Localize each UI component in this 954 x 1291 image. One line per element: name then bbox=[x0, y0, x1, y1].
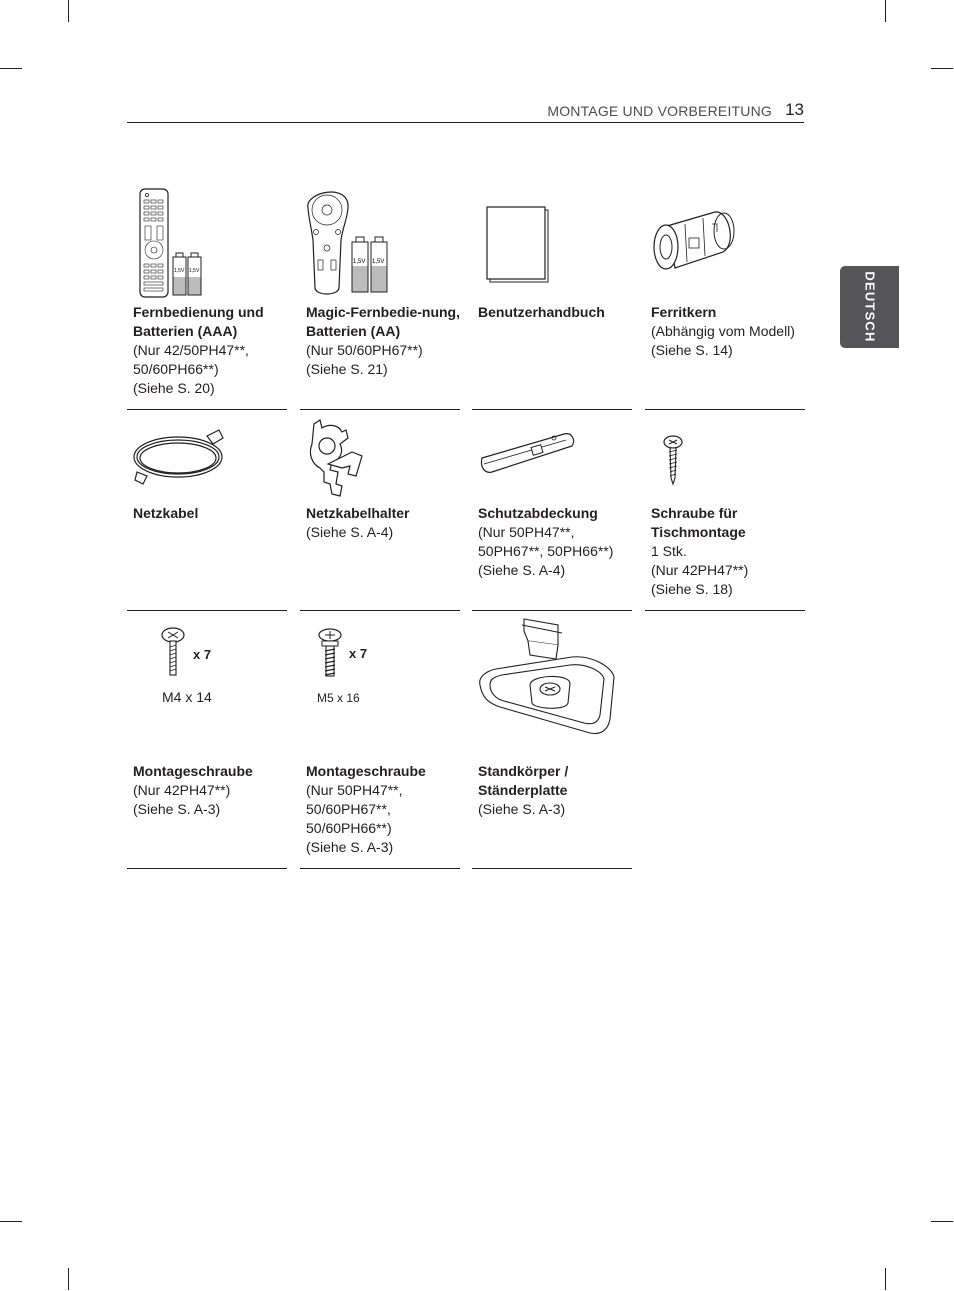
item-note: (Siehe S. A-4) bbox=[306, 524, 394, 540]
crop-mark bbox=[0, 1221, 22, 1222]
item-note: 50PH67**, 50PH66**) bbox=[478, 543, 614, 559]
item-title: Ferritkern bbox=[651, 304, 717, 320]
crop-mark bbox=[68, 0, 69, 22]
item-title: Ständerplatte bbox=[478, 782, 568, 798]
item-note: (Siehe S. 14) bbox=[651, 342, 733, 358]
item-note: (Nur 42PH47**) bbox=[651, 562, 749, 578]
item-note: (Siehe S. A-3) bbox=[478, 801, 566, 817]
mounting-screw-icon bbox=[127, 611, 207, 681]
item-stand bbox=[472, 611, 632, 869]
crop-mark bbox=[68, 1268, 69, 1290]
item-title: Netzkabel bbox=[133, 505, 199, 521]
quantity-label: x 7 bbox=[193, 647, 212, 662]
battery-label: 1,5V bbox=[372, 259, 385, 265]
item-note: (Siehe S. 18) bbox=[651, 581, 733, 597]
mounting-screw-icon bbox=[300, 611, 380, 681]
battery-label: 1,5V bbox=[174, 268, 185, 274]
item-note: 1 Stk. bbox=[651, 543, 687, 559]
item-caption bbox=[306, 504, 464, 542]
item-caption bbox=[478, 762, 636, 819]
item-title: Fernbedienung und Batterien (AAA) bbox=[133, 304, 264, 339]
item-protective-cover bbox=[472, 410, 632, 611]
cable-holder-icon bbox=[300, 410, 460, 500]
item-note: (Siehe S. 20) bbox=[133, 380, 215, 396]
item-power-cord bbox=[127, 410, 287, 611]
desk-mount-screw-icon bbox=[645, 410, 805, 500]
item-note: (Abhängig vom Modell) bbox=[651, 323, 795, 339]
item-title: Netzkabelhalter bbox=[306, 505, 410, 521]
screw-size-label: M5 x 16 bbox=[317, 691, 360, 705]
item-note: (Nur 42/50PH47**, bbox=[133, 342, 249, 358]
item-ferrite-core bbox=[645, 180, 805, 410]
crop-mark bbox=[931, 68, 953, 69]
item-caption bbox=[478, 303, 636, 322]
language-tab[interactable] bbox=[840, 266, 899, 348]
item-note: (Siehe S. A-4) bbox=[478, 562, 566, 578]
item-caption bbox=[478, 504, 636, 580]
battery-label: 1,5V bbox=[353, 259, 366, 265]
item-caption bbox=[651, 303, 809, 360]
item-manual bbox=[472, 180, 632, 410]
item-remote-control bbox=[127, 180, 287, 410]
power-cord-icon bbox=[127, 410, 287, 500]
item-title: Standkörper / bbox=[478, 763, 569, 779]
item-note: (Siehe S. A-3) bbox=[133, 801, 221, 817]
remote-control-icon bbox=[127, 180, 287, 300]
item-desk-mount-screw bbox=[645, 410, 805, 611]
item-title: Magic-Fernbedie-nung, Batterien (AA) bbox=[306, 304, 460, 339]
item-note: (Nur 42PH47**) bbox=[133, 782, 231, 798]
quantity-label: x 7 bbox=[349, 646, 368, 661]
item-note: 50/60PH66**) bbox=[133, 361, 219, 377]
screw-size-label: M4 x 14 bbox=[162, 689, 212, 705]
manual-icon bbox=[472, 180, 632, 300]
crop-mark bbox=[931, 1221, 953, 1222]
magic-remote-icon bbox=[300, 180, 460, 300]
item-note: (Siehe S. A-3) bbox=[306, 839, 394, 855]
item-caption bbox=[133, 504, 291, 523]
item-caption bbox=[651, 504, 809, 599]
item-title: Schraube für bbox=[651, 505, 738, 521]
item-note: 50/60PH66**) bbox=[306, 820, 392, 836]
stand-icon bbox=[472, 611, 632, 751]
item-caption bbox=[133, 303, 291, 398]
item-title: Montageschraube bbox=[133, 763, 253, 779]
item-caption bbox=[133, 762, 291, 819]
ferrite-core-icon bbox=[645, 180, 805, 300]
item-mounting-screw-m4 bbox=[127, 611, 287, 869]
crop-mark bbox=[885, 1268, 886, 1290]
crop-mark bbox=[0, 68, 22, 69]
item-title: Schutzabdeckung bbox=[478, 505, 598, 521]
item-caption bbox=[306, 762, 464, 857]
language-tab-label: DEUTSCH bbox=[862, 271, 877, 343]
page-header bbox=[127, 100, 804, 123]
item-note: (Nur 50PH47**, bbox=[306, 782, 403, 798]
item-note: (Nur 50PH47**, bbox=[478, 524, 575, 540]
item-note: (Siehe S. 21) bbox=[306, 361, 388, 377]
item-title: Tischmontage bbox=[651, 524, 746, 540]
item-magic-remote bbox=[300, 180, 460, 410]
crop-mark bbox=[885, 0, 886, 22]
protective-cover-icon bbox=[472, 410, 632, 500]
item-note: 50/60PH67**, bbox=[306, 801, 391, 817]
item-caption bbox=[306, 303, 464, 379]
item-note: (Nur 50/60PH67**) bbox=[306, 342, 423, 358]
item-title: Montageschraube bbox=[306, 763, 426, 779]
item-mounting-screw-m5 bbox=[300, 611, 460, 869]
battery-label: 1,5V bbox=[189, 268, 200, 274]
item-cable-holder bbox=[300, 410, 460, 611]
page-number: 13 bbox=[785, 100, 804, 119]
item-title: Benutzerhandbuch bbox=[478, 304, 605, 320]
section-title: MONTAGE UND VORBEREITUNG bbox=[547, 103, 772, 119]
